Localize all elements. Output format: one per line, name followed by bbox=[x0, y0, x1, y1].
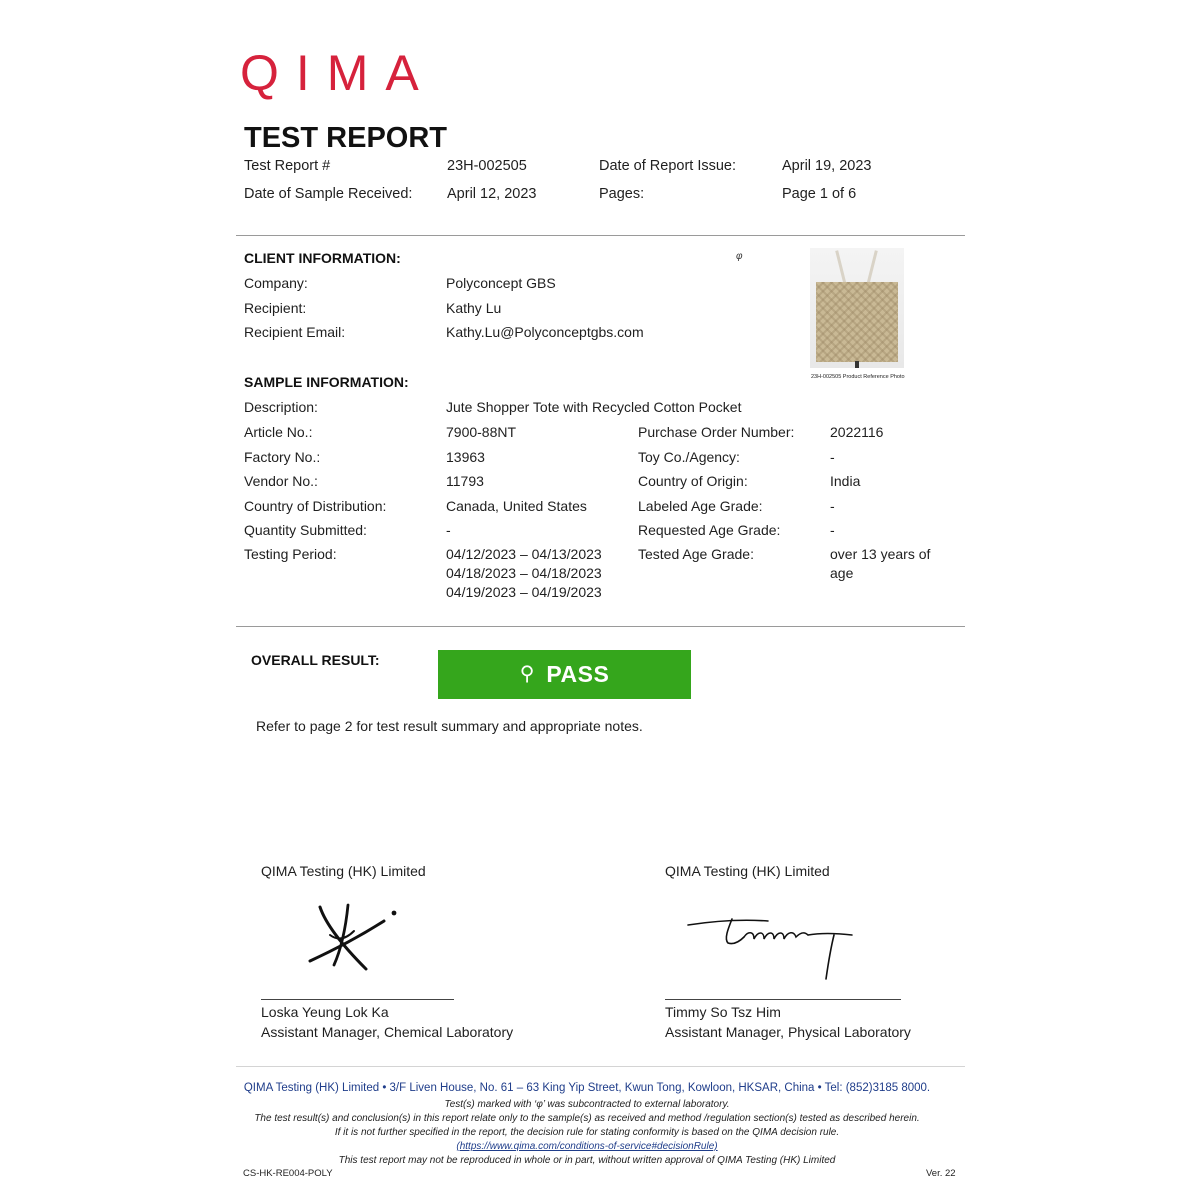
testing-period-label: Testing Period: bbox=[244, 546, 337, 562]
issue-date-label: Date of Report Issue: bbox=[599, 158, 737, 174]
received-date-label: Date of Sample Received: bbox=[244, 186, 413, 202]
toy-agency-value: - bbox=[830, 449, 835, 465]
left-signature-line bbox=[261, 999, 454, 1000]
pages-label: Pages: bbox=[599, 186, 645, 202]
article-label: Article No.: bbox=[244, 424, 313, 440]
left-signature bbox=[300, 895, 410, 980]
photo-stand bbox=[855, 361, 859, 368]
received-date-value: April 12, 2023 bbox=[447, 186, 537, 202]
document-version: Ver. 22 bbox=[926, 1168, 956, 1179]
key-icon: ⚲ bbox=[519, 663, 535, 685]
origin-label: Country of Origin: bbox=[638, 473, 748, 489]
overall-result-label: OVERALL RESULT: bbox=[251, 652, 380, 668]
sample-divider bbox=[236, 626, 965, 627]
decision-rule-link[interactable]: (https://www.qima.com/conditions-of-service#decisionRule) bbox=[456, 1141, 718, 1152]
footer-reproduction-notice: This test report may not be reproduced in whole or in part, without written approval of QIMA Testing (HK) Limited bbox=[338, 1155, 836, 1166]
footer-address: QIMA Testing (HK) Limited • 3/F Liven House, No. 61 – 63 King Yip Street, Kwun Tong, Kowloon, HKSAR, China • Tel: (852)3185 8000. bbox=[243, 1082, 931, 1094]
quantity-label: Quantity Submitted: bbox=[244, 522, 367, 538]
labeled-age-value: - bbox=[830, 498, 835, 514]
po-label: Purchase Order Number: bbox=[638, 424, 795, 440]
right-signatory-name: Timmy So Tsz Him bbox=[665, 1004, 781, 1020]
pages-value: Page 1 of 6 bbox=[782, 186, 857, 202]
footer-subcontract-note: Test(s) marked with ‘φ’ was subcontracted to external laboratory. bbox=[444, 1099, 730, 1110]
right-signatory-company: QIMA Testing (HK) Limited bbox=[665, 863, 830, 879]
article-value: 7900-88NT bbox=[446, 424, 517, 440]
footer-results-disclaimer: The test result(s) and conclusion(s) in this report relate only to the sample(s) as received and method /regulation section(s) tested as described herein. bbox=[254, 1113, 920, 1124]
header-divider bbox=[236, 235, 965, 236]
left-signatory-company: QIMA Testing (HK) Limited bbox=[261, 863, 426, 879]
requested-age-value: - bbox=[830, 522, 835, 538]
description-label: Description: bbox=[244, 399, 318, 415]
recipient-label: Recipient: bbox=[244, 300, 307, 316]
factory-value: 13963 bbox=[446, 449, 485, 465]
description-value: Jute Shopper Tote with Recycled Cotton Pocket bbox=[446, 399, 742, 415]
origin-value: India bbox=[830, 473, 861, 489]
phi-mark: φ bbox=[736, 251, 743, 262]
photo-caption: 23H-002505 Product Reference Photo bbox=[811, 374, 905, 380]
recipient-value: Kathy Lu bbox=[446, 300, 502, 316]
tested-age-value-2: age bbox=[830, 565, 854, 581]
distribution-value: Canada, United States bbox=[446, 498, 587, 514]
right-signature-line bbox=[665, 999, 901, 1000]
sample-info-heading: SAMPLE INFORMATION: bbox=[244, 374, 409, 390]
quantity-value: - bbox=[446, 522, 451, 538]
factory-label: Factory No.: bbox=[244, 449, 321, 465]
company-value: Polyconcept GBS bbox=[446, 275, 556, 291]
result-note: Refer to page 2 for test result summary and appropriate notes. bbox=[256, 718, 643, 734]
po-value: 2022116 bbox=[830, 424, 884, 440]
distribution-label: Country of Distribution: bbox=[244, 498, 387, 514]
document-code: CS-HK-RE004-POLY bbox=[243, 1168, 333, 1179]
issue-date-value: April 19, 2023 bbox=[782, 158, 872, 174]
footer-divider bbox=[236, 1066, 965, 1067]
email-label: Recipient Email: bbox=[244, 324, 346, 340]
testing-period-1: 04/12/2023 – 04/13/2023 bbox=[446, 546, 602, 562]
client-info-heading: CLIENT INFORMATION: bbox=[244, 250, 401, 266]
requested-age-label: Requested Age Grade: bbox=[638, 522, 781, 538]
labeled-age-label: Labeled Age Grade: bbox=[638, 498, 763, 514]
vendor-value: 11793 bbox=[446, 473, 484, 489]
toy-agency-label: Toy Co./Agency: bbox=[638, 449, 740, 465]
footer-decision-rule: If it is not further specified in the report, the decision rule for stating conformity is based on the QIMA decision rule. bbox=[334, 1127, 840, 1138]
tote-bag-image bbox=[816, 282, 898, 362]
testing-period-3: 04/19/2023 – 04/19/2023 bbox=[446, 584, 602, 600]
qima-logo: QIMA bbox=[240, 45, 436, 101]
pass-result-badge bbox=[438, 650, 691, 699]
testing-period-2: 04/18/2023 – 04/18/2023 bbox=[446, 565, 602, 581]
product-photo bbox=[810, 248, 904, 368]
vendor-label: Vendor No.: bbox=[244, 473, 318, 489]
tested-age-label: Tested Age Grade: bbox=[638, 546, 754, 562]
report-number-value: 23H-002505 bbox=[447, 158, 527, 174]
email-value: Kathy.Lu@Polyconceptgbs.com bbox=[446, 324, 644, 340]
left-signatory-title: Assistant Manager, Chemical Laboratory bbox=[261, 1024, 514, 1040]
left-signatory-name: Loska Yeung Lok Ka bbox=[261, 1004, 389, 1020]
company-label: Company: bbox=[244, 275, 308, 291]
tested-age-value-1: over 13 years of bbox=[830, 546, 931, 562]
right-signatory-title: Assistant Manager, Physical Laboratory bbox=[665, 1024, 911, 1040]
report-title: TEST REPORT bbox=[244, 122, 448, 154]
pass-result-text: PASS bbox=[546, 661, 610, 687]
report-number-label: Test Report # bbox=[244, 158, 331, 174]
right-signature bbox=[684, 905, 864, 985]
